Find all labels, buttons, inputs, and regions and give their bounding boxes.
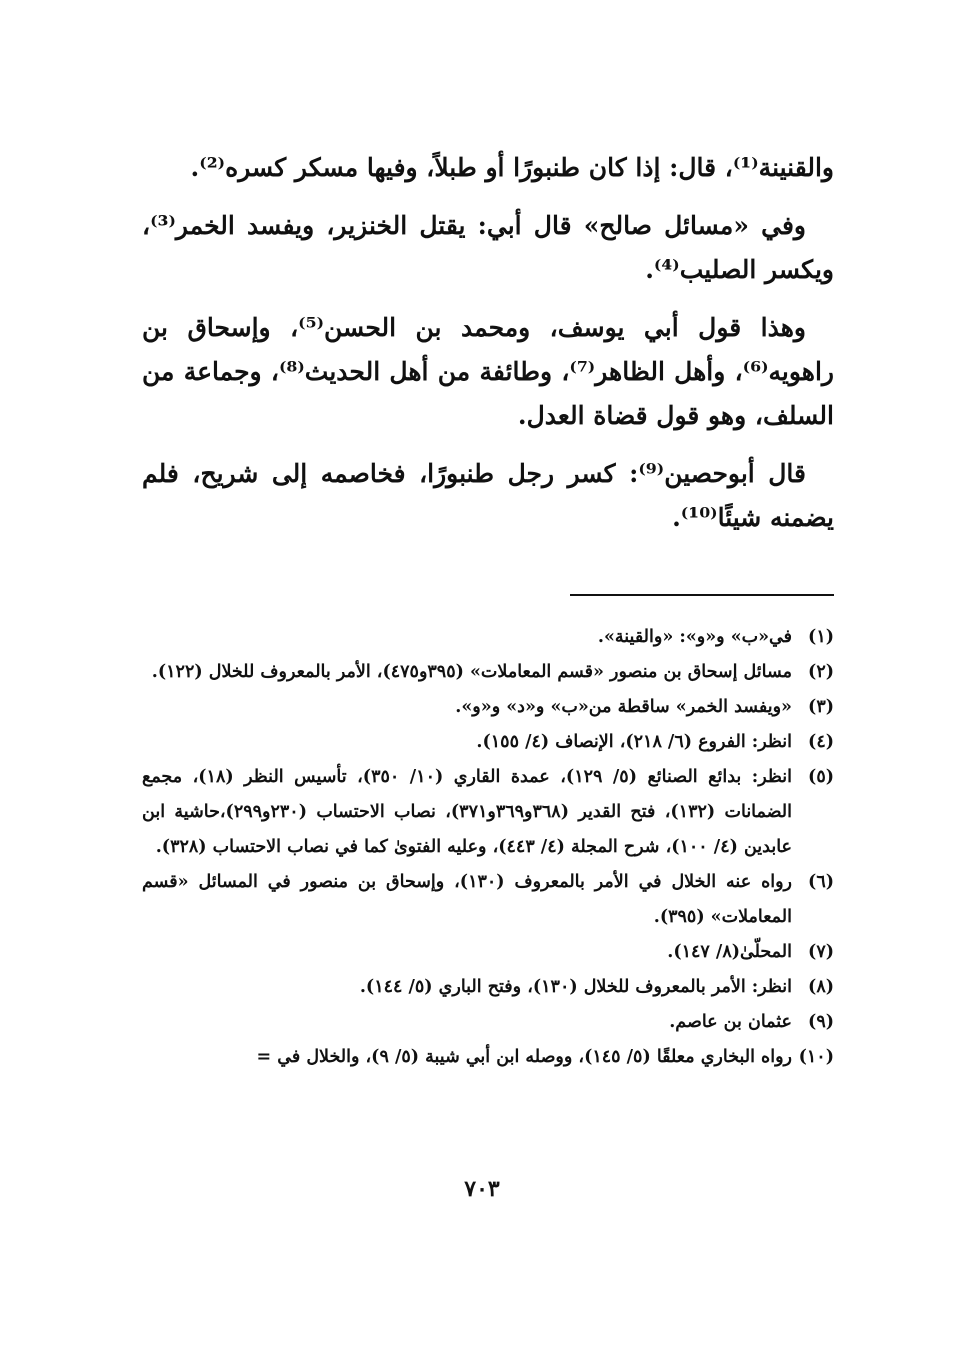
footnote-number: (١٠) [798,1047,834,1067]
footnote [142,690,834,725]
footnote [142,760,834,865]
footnote-number: (٥) [808,767,834,787]
footnote-number: (٢) [808,662,834,682]
footnote-number: (٦) [808,872,834,892]
footnote [142,1005,834,1040]
footnote [142,620,834,655]
footnote-text: انظر: الفروع (٦/ ٢١٨)، الإنصاف (٤/ ١٥٥). [476,732,792,752]
footnote-text: مسائل إسحاق بن منصور «قسم المعاملات» (٣٩٥و٤٧٥)، الأمر بالمعروف للخلال (١٢٢). [151,662,792,682]
footnote-text: رواه البخاري معلقًا (٥/ ١٤٥)، ووصله ابن أبي شيبة (٥/ ٩)، والخلال في = [256,1047,792,1067]
footnote-number: (١) [808,627,834,647]
footnote-text: في«ب» و«و»: «والقينة». [597,627,792,647]
footnote-number: (٣) [808,697,834,717]
footnote-text: انظر: الأمر بالمعروف للخلال (١٣٠)، وفتح الباري (٥/ ١٤٤). [359,977,792,997]
footnote [142,1040,834,1075]
paragraph: قال أبوحصين⁽⁹⁾: كسر رجل طنبورًا، فخاصمه إلى شريح، فلم يضمنه شيئًا⁽¹⁰⁾. [142,459,834,532]
footnote [142,935,834,970]
main-text [142,146,834,554]
footnote-text: «ويفسد الخمر» ساقطة من«ب» و«د» و«و». [455,697,792,717]
footnote [142,970,834,1005]
footnote [142,865,834,935]
footnote-text: عثمان بن عاصم. [669,1012,792,1032]
page-number: ٧٠٣ [464,1176,500,1202]
footnote-text: المحلّىٰ(٨/ ١٤٧). [667,942,792,962]
footnote-text: انظر: بدائع الصنائع (٥/ ١٢٩)، عمدة القاري (١٠/ ٣٥٠)، تأسيس النظر (١٨)، مجمع الضمانات (١٣٢)، فتح القدير (٣٦٨و٣٦٩و٣٧١)، نصاب الاحتساب (٢٣٠و٢٩٩)،حاشية ابن عابدين (٤/ ١٠٠)، شرح المجلة (٤/ ٤٤٣)، وعليه الفتوىٰ كما في نصاب الاحتساب (٣٢٨). [142,767,793,857]
footnote-number: (٩) [808,1012,834,1032]
paragraph: وفي «مسائل صالح» قال أبي: يقتل الخنزير، ويفسد الخمر⁽³⁾، ويكسر الصليب⁽⁴⁾. [142,211,834,284]
footnote-separator [570,594,834,596]
paragraph: وهذا قول أبي يوسف، ومحمد بن الحسن⁽⁵⁾، وإسحاق بن راهويه⁽⁶⁾، وأهل الظاهر⁽⁷⁾، وطائفة من أهل الحديث⁽⁸⁾، وجماعة من السلف، وهو قول قضاة العدل. [142,313,835,430]
footnote-text: رواه عنه الخلال في الأمر بالمعروف (١٣٠)، وإسحاق بن منصور في المسائل «قسم المعاملات» (٣٩٥). [142,872,792,927]
footnotes [142,620,834,1075]
footnote-number: (٧) [808,942,834,962]
footnote-number: (٤) [808,732,834,752]
footnote [142,725,834,760]
paragraph: والقنينة⁽¹⁾، قال: إذا كان طنبورًا أو طبلاً، وفيها مسكر كسره⁽²⁾. [190,153,834,182]
footnote-number: (٨) [808,977,834,997]
footnote [142,655,834,690]
